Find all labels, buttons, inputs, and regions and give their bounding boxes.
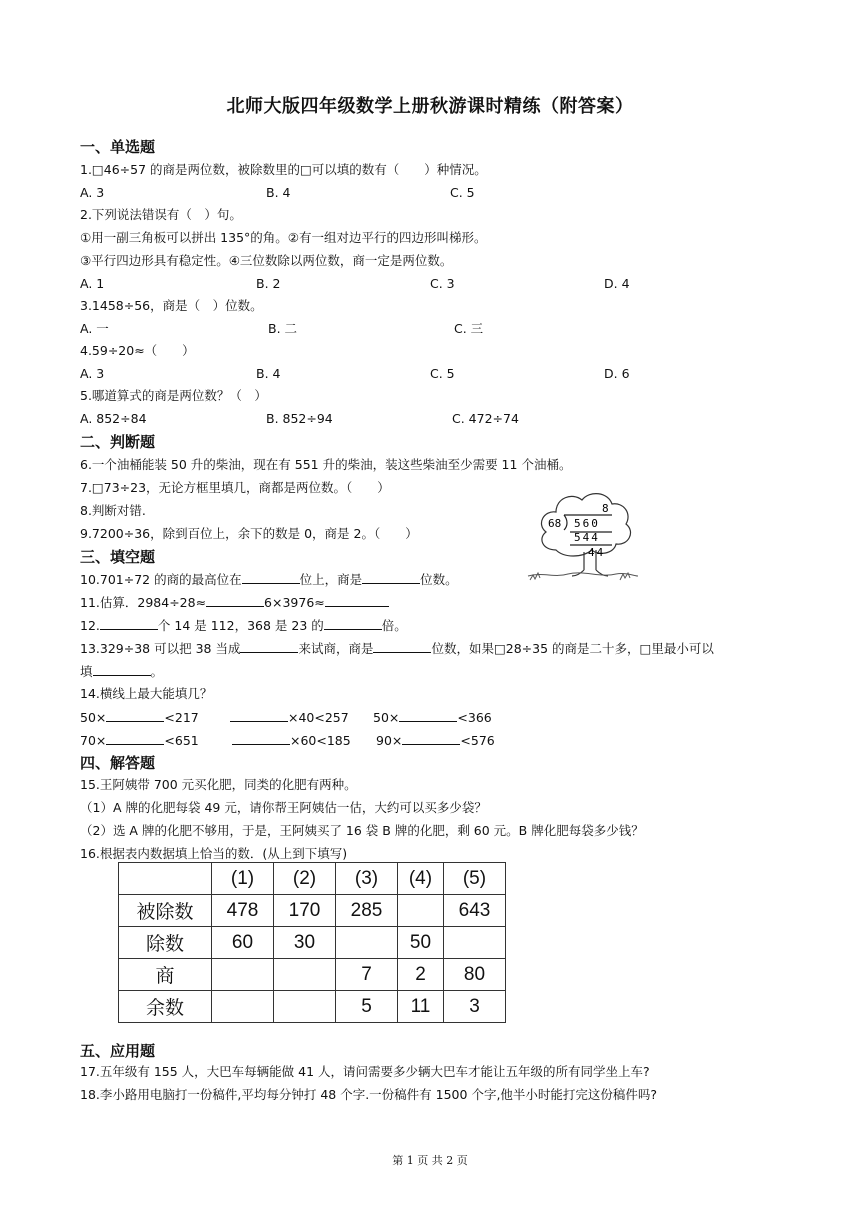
question-14: 14.横线上最大能填几？ — [80, 686, 213, 701]
q10-part-c: 位数。 — [420, 572, 458, 587]
q4-option-b: B. 4 — [256, 366, 281, 381]
table-row — [119, 991, 506, 1023]
q5-option-b: B. 852÷94 — [266, 411, 333, 426]
tree-quotient: 8 — [602, 502, 609, 515]
q10-part-b: 位上，商是 — [299, 572, 363, 587]
table-header: (5) — [443, 863, 505, 895]
table-cell: 2 — [398, 959, 444, 991]
q14-row2-item2 — [232, 732, 351, 749]
q12-blank-1[interactable] — [100, 617, 158, 630]
page-footer: 第 1 页 共 2 页 — [392, 1154, 468, 1167]
question-5: 5.哪道算式的商是两位数？（ ） — [80, 388, 267, 403]
question-15-part-1: （1）A 牌的化肥每袋 49 元，请你帮王阿姨估一估，大约可以买多少袋？ — [80, 800, 487, 815]
q2-option-a: A. 1 — [80, 276, 105, 291]
q12-part-b: 个 14 是 112，368 是 23 的 — [157, 618, 324, 633]
division-table — [118, 862, 518, 1028]
table-cell: 3 — [443, 991, 505, 1023]
q14-r1-blank-3[interactable] — [399, 709, 457, 722]
q14-r1-e: <366 — [457, 710, 492, 725]
section-heading-single-choice: 一、单选题 — [80, 138, 156, 156]
q11-part-a: 11.估算．2984÷28≈ — [80, 595, 207, 610]
q10-part-a: 10.701÷72 的商的最高位在 — [80, 572, 242, 587]
row-label-remainder: 余数 — [119, 991, 212, 1023]
page-title: 北师大版四年级数学上册秋游课时精练（附答案） — [226, 96, 634, 117]
table-cell: 30 — [274, 927, 336, 959]
question-17: 17.五年级有 155 人，大巴车每辆能做 41 人，请问需要多少辆大巴车才能让五年级的所有同学坐上车? — [80, 1064, 650, 1079]
q14-row1-item2 — [230, 709, 349, 726]
q14-r2-a: 70× — [80, 733, 107, 748]
table-row — [119, 927, 506, 959]
question-9: 9.7200÷36，除到百位上，余下的数是 0，商是 2。（ ） — [80, 526, 418, 541]
q14-r1-blank-2[interactable] — [230, 709, 288, 722]
table-cell: 50 — [398, 927, 444, 959]
question-13 — [80, 640, 714, 657]
q14-r1-a: 50× — [80, 710, 107, 725]
question-4: 4.59÷20≈（ ） — [80, 343, 195, 358]
table-cell: 5 — [336, 991, 398, 1023]
q1-option-a: A. 3 — [80, 185, 105, 200]
q2-option-c: C. 3 — [430, 276, 455, 291]
q2-option-b: B. 2 — [256, 276, 281, 291]
q5-option-a: A. 852÷84 — [80, 411, 147, 426]
table-header-row — [119, 863, 506, 895]
q14-r2-d: 90× — [376, 733, 403, 748]
q12-part-c: 倍。 — [381, 618, 407, 633]
q11-blank-1[interactable] — [206, 594, 264, 607]
question-1: 1.□46÷57 的商是两位数，被除数里的□可以填的数有（ ）种情况。 — [80, 162, 487, 177]
tree-dividend: 560 — [574, 517, 600, 530]
table-header: (3) — [336, 863, 398, 895]
q10-blank-2[interactable] — [362, 571, 420, 584]
table-cell-blank[interactable] — [274, 959, 336, 991]
table-cell: 60 — [212, 927, 274, 959]
question-15: 15.王阿姨带 700 元买化肥，同类的化肥有两种。 — [80, 777, 357, 792]
q13-part-e: 。 — [150, 664, 164, 679]
table-cell: 7 — [336, 959, 398, 991]
q14-r2-c: ×60<185 — [290, 733, 351, 748]
table-cell: 80 — [443, 959, 505, 991]
section-heading-application: 五、应用题 — [80, 1042, 156, 1060]
tree-division-figure — [524, 484, 640, 584]
question-15-part-2: （2）选 A 牌的化肥不够用，于是，王阿姨买了 16 袋 B 牌的化肥，剩 60 元。B 牌化肥每袋多少钱？ — [80, 823, 644, 838]
q4-option-d: D. 6 — [604, 366, 630, 381]
table-cell: 170 — [274, 895, 336, 927]
question-16: 16.根据表内数据填上恰当的数．(从上到下填写) — [80, 846, 348, 861]
q13-part-a: 13.329÷38 可以把 38 当成 — [80, 641, 241, 656]
table-corner-cell — [119, 863, 212, 895]
q13-blank-3[interactable] — [93, 663, 151, 676]
q14-r1-b: <217 — [164, 710, 199, 725]
q12-blank-2[interactable] — [324, 617, 382, 630]
q11-part-b: 6×3976≈ — [264, 595, 325, 610]
question-3: 3.1458÷56，商是（ ）位数。 — [80, 298, 263, 313]
row-label-quotient: 商 — [119, 959, 212, 991]
q13-blank-2[interactable] — [373, 640, 431, 653]
tree-product: 544 — [574, 531, 600, 544]
section-heading-solve: 四、解答题 — [80, 754, 156, 772]
q13-part-b: 来试商，商是 — [298, 641, 374, 656]
q14-row1-item3 — [373, 709, 492, 726]
table-cell: 478 — [212, 895, 274, 927]
question-18: 18.李小路用电脑打一份稿件,平均每分钟打 48 个字.一份稿件有 1500 个字,他半小时能打完这份稿件吗? — [80, 1087, 658, 1102]
q14-r2-blank-3[interactable] — [402, 732, 460, 745]
q14-r2-blank-1[interactable] — [106, 732, 164, 745]
q14-r1-c: ×40<257 — [288, 710, 349, 725]
q14-row2-item3 — [376, 732, 495, 749]
q1-option-c: C. 5 — [450, 185, 475, 200]
q14-r1-blank-1[interactable] — [106, 709, 164, 722]
question-10 — [80, 571, 458, 588]
q14-r2-blank-2[interactable] — [232, 732, 290, 745]
table-cell-blank[interactable] — [212, 991, 274, 1023]
question-6: 6.一个油桶能装 50 升的柴油，现在有 551 升的柴油，装这些柴油至少需要 11 个油桶。 — [80, 457, 572, 472]
q1-option-b: B. 4 — [266, 185, 291, 200]
table-header: (4) — [398, 863, 444, 895]
table-cell: 11 — [398, 991, 444, 1023]
question-11 — [80, 594, 389, 611]
table-header: (1) — [212, 863, 274, 895]
q12-part-a: 12. — [80, 618, 100, 633]
q3-option-b: B. 二 — [268, 321, 298, 336]
table-cell-blank[interactable] — [336, 927, 398, 959]
q13-blank-1[interactable] — [240, 640, 298, 653]
table-cell-blank[interactable] — [212, 959, 274, 991]
q3-option-a: A. 一 — [80, 321, 109, 336]
table-cell: 285 — [336, 895, 398, 927]
table-cell: 643 — [443, 895, 505, 927]
row-label-dividend: 被除数 — [119, 895, 212, 927]
q14-r2-b: <651 — [164, 733, 199, 748]
q10-blank-1[interactable] — [242, 571, 300, 584]
question-12 — [80, 617, 407, 634]
q11-blank-2[interactable] — [325, 594, 389, 607]
q2-option-d: D. 4 — [604, 276, 630, 291]
tree-illustration — [524, 484, 640, 584]
table-cell-blank[interactable] — [443, 927, 505, 959]
q3-option-c: C. 三 — [454, 321, 484, 336]
tree-remainder: 44 — [588, 546, 606, 559]
question-7: 7.□73÷23，无论方框里填几，商都是两位数。（ ） — [80, 480, 390, 495]
q13-part-c: 位数，如果□28÷35 的商是二十多，□里最小可以 — [431, 641, 714, 656]
section-heading-fill-blank: 三、填空题 — [80, 548, 156, 566]
tree-divisor: 68 — [548, 517, 562, 530]
question-13-continued — [80, 663, 163, 680]
question-2: 2.下列说法错误有（ ）句。 — [80, 207, 242, 222]
question-2-statements-2: ③平行四边形具有稳定性。④三位数除以两位数，商一定是两位数。 — [80, 253, 453, 268]
table-cell-blank[interactable] — [398, 895, 444, 927]
section-heading-true-false: 二、判断题 — [80, 433, 156, 451]
table-row — [119, 959, 506, 991]
q14-row1-item1 — [80, 709, 199, 726]
q4-option-a: A. 3 — [80, 366, 105, 381]
q4-option-c: C. 5 — [430, 366, 455, 381]
table-row — [119, 895, 506, 927]
q14-r1-d: 50× — [373, 710, 400, 725]
question-2-statements-1: ①用一副三角板可以拼出 135°的角。②有一组对边平行的四边形叫梯形。 — [80, 230, 487, 245]
q13-part-d: 填 — [80, 664, 93, 679]
table-cell-blank[interactable] — [274, 991, 336, 1023]
q5-option-c: C. 472÷74 — [452, 411, 519, 426]
q14-r2-e: <576 — [460, 733, 495, 748]
question-8: 8.判断对错. — [80, 503, 146, 518]
table-header: (2) — [274, 863, 336, 895]
q14-row2-item1 — [80, 732, 199, 749]
row-label-divisor: 除数 — [119, 927, 212, 959]
